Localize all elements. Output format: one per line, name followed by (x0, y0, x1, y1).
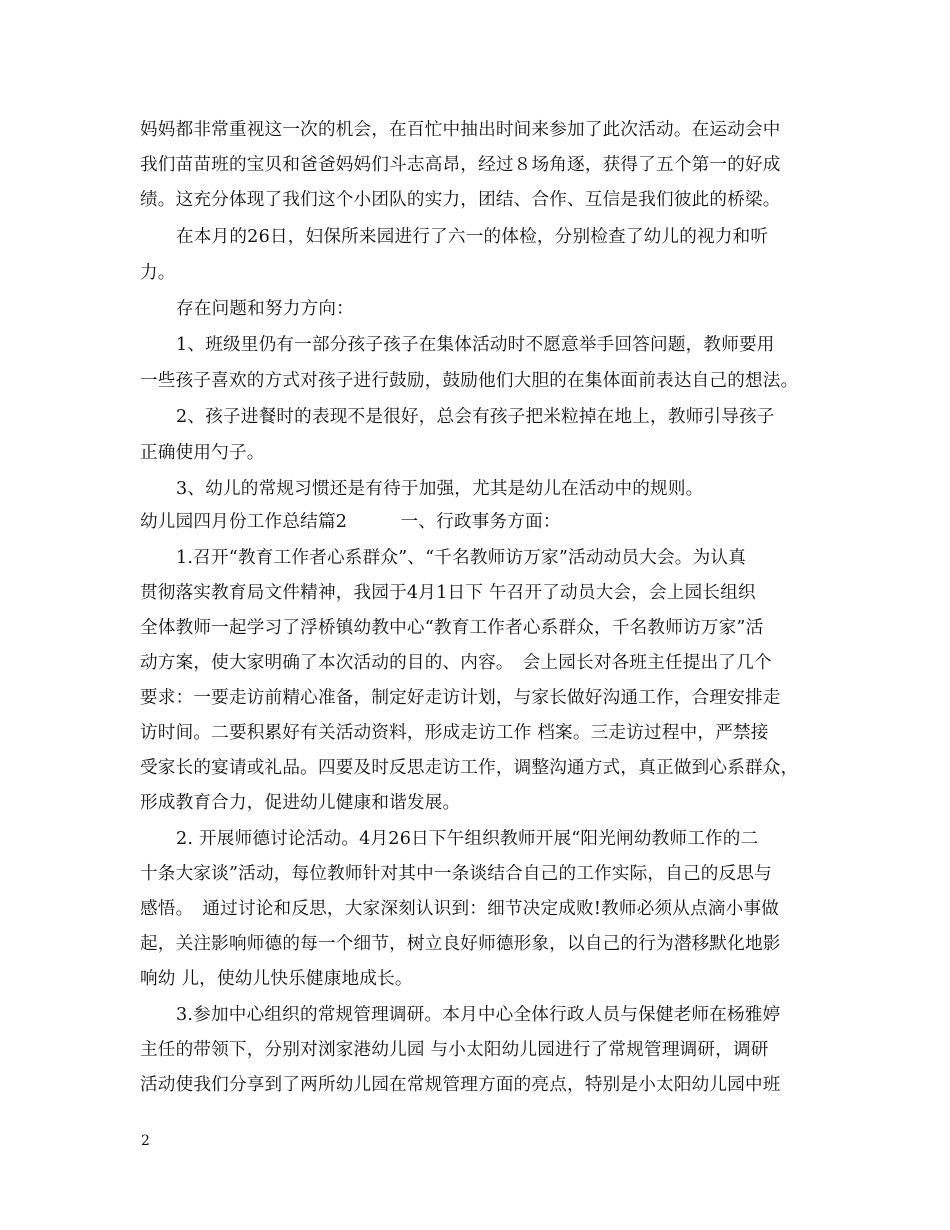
text-line: 1.召开“教育工作者心系群众”、“千名教师访万家”活动动员大会。为认真 (176, 548, 746, 568)
text-line: 主任的带领下，分别对浏家港幼儿园 与小太阳幼儿园进行了常规管理调研，调研 (140, 1040, 769, 1060)
section-heading: 存在问题和努力方向： (176, 299, 354, 319)
section-heading: 幼儿园四月份工作总结篇2 一、行政事务方面： (140, 512, 561, 532)
text-line: 感悟。 通过讨论和反思，大家深刻认识到：细节决定成败!教师必须从点滴小事做 (140, 899, 780, 919)
text-line: 受家长的宴请或礼品。四要及时反思走访工作，调整沟通方式，真正做到心系群众， (140, 758, 799, 778)
text-line: 形成教育合力，促进幼儿健康和谐发展。 (140, 793, 461, 813)
text-line: 一些孩子喜欢的方式对孩子进行鼓励，鼓励他们大胆的在集体面前表达自己的想法。 (140, 371, 799, 391)
text-line: 动方案，使大家明确了本次活动的目的、内容。 会上园长对各班主任提出了几个 (140, 653, 772, 673)
text-line: 力。 (140, 263, 176, 283)
text-line: 3、幼儿的常规习惯还是有待于加强，尤其是幼儿在活动中的规则。 (176, 479, 704, 499)
text-line: 3.参加中心组织的常规管理调研。本月中心全体行政人员与保健老师在杨雅婷 (176, 1005, 781, 1025)
text-line: 访时间。二要积累好有关活动资料，形成走访工作 档案。三走访过程中，严禁接 (140, 723, 769, 743)
text-line: 2、孩子进餐时的表现不是很好，总会有孩子把米粒掉在地上，教师引导孩子 (176, 407, 775, 427)
text-line: 贯彻落实教育局文件精神，我园于4月1日下 午召开了动员大会，会上园长组织 (140, 583, 756, 603)
page-number: 2 (141, 1133, 150, 1149)
text-line: 十条大家谈”活动，每位教师针对其中一条谈结合自己的工作实际，自己的反思与 (140, 864, 772, 884)
text-line: 我们苗苗班的宝贝和爸爸妈妈们斗志高昂，经过８场角逐，获得了五个第一的好成 (140, 155, 781, 175)
text-line: 响幼 儿，使幼儿快乐健康地成长。 (140, 969, 413, 989)
text-line: 全体教师一起学习了浮桥镇幼教中心“教育工作者心系群众，千名教师访万家”活 (140, 618, 764, 638)
text-line: 正确使用勺子。 (140, 443, 265, 463)
text-line: 2. 开展师德讨论活动。4月26日下午组织教师开展“阳光闸幼教师工作的二 (176, 829, 759, 849)
text-line: 要求：一要走访前精心准备，制定好走访计划，与家长做好沟通工作，合理安排走 (140, 688, 781, 708)
text-line: 1、班级里仍有一部分孩子孩子在集体活动时不愿意举手回答问题，教师要用 (176, 335, 775, 355)
text-line: 活动使我们分享到了两所幼儿园在常规管理方面的亮点，特别是小太阳幼儿园中班 (140, 1075, 781, 1095)
text-line: 绩。这充分体现了我们这个小团队的实力，团结、合作、互信是我们彼此的桥梁。 (140, 190, 781, 210)
text-line: 在本月的26日，妇保所来园进行了六一的体检，分别检查了幼儿的视力和听 (176, 227, 769, 247)
text-line: 起，关注影响师德的每一个细节，树立良好师德形象，以自己的行为潜移默化地影 (140, 934, 781, 954)
text-line: 妈妈都非常重视这一次的机会，在百忙中抽出时间来参加了此次活动。在运动会中 (140, 120, 781, 140)
